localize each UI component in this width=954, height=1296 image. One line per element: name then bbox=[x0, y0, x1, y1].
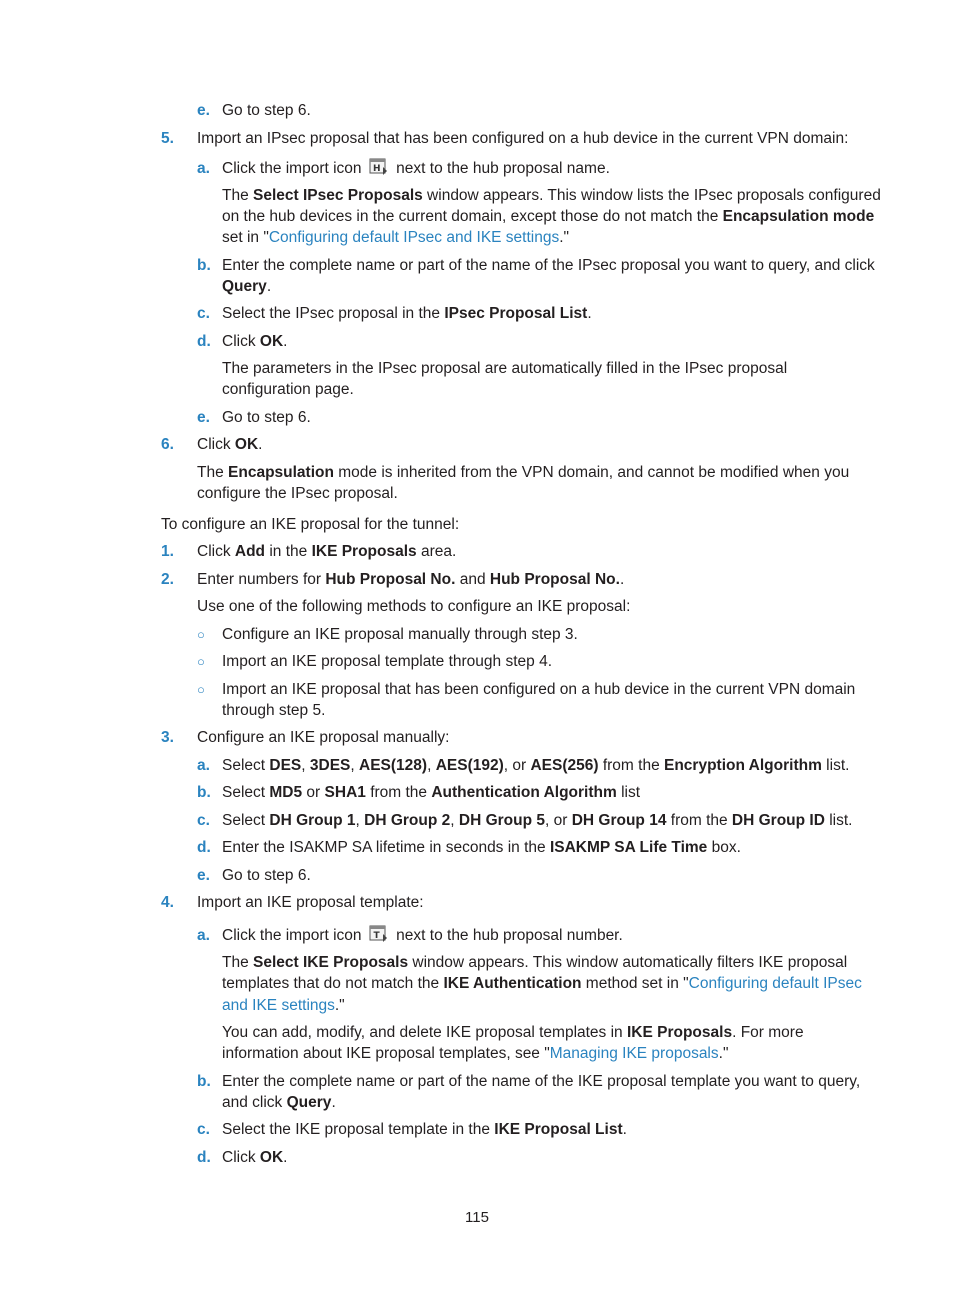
import-hub-icon bbox=[369, 158, 389, 176]
bullet-marker: ○ bbox=[197, 682, 205, 697]
step-text: Select DES, 3DES, AES(128), AES(192), or AES(256) from the Encryption Algorithm list. bbox=[222, 757, 850, 774]
step-text: Click OK. bbox=[222, 1149, 288, 1166]
link-managing-ike-proposals[interactable]: Managing IKE proposals bbox=[549, 1045, 719, 1062]
link-configuring-default-ipsec-ike[interactable]: Configuring default IPsec bbox=[688, 975, 862, 992]
bullet-text: through step 5. bbox=[222, 702, 326, 719]
step-text: Import an IKE proposal template: bbox=[197, 894, 424, 911]
step-text: Select the IPsec proposal in the IPsec Proposal List. bbox=[222, 305, 592, 322]
step-marker: b. bbox=[197, 1073, 211, 1090]
paragraph-line: Use one of the following methods to configure an IKE proposal: bbox=[197, 598, 631, 615]
step-marker: b. bbox=[197, 257, 211, 274]
step-marker: c. bbox=[197, 812, 210, 829]
step-text: Query. bbox=[222, 278, 272, 295]
bullet-marker: ○ bbox=[197, 654, 205, 669]
step-text: Enter the complete name or part of the name of the IKE proposal template you want to query, bbox=[222, 1073, 861, 1090]
step-text: Go to step 6. bbox=[222, 409, 311, 426]
step-text: Enter the complete name or part of the name of the IPsec proposal you want to query, and click bbox=[222, 257, 875, 274]
paragraph-line: configure the IPsec proposal. bbox=[197, 485, 398, 502]
import-template-icon bbox=[369, 925, 389, 943]
bullet-marker: ○ bbox=[197, 627, 205, 642]
step-text: Go to step 6. bbox=[222, 867, 311, 884]
step-text: Select DH Group 1, DH Group 2, DH Group 5, or DH Group 14 from the DH Group ID list. bbox=[222, 812, 853, 829]
step-marker: d. bbox=[197, 1149, 211, 1166]
link-configuring-default-ipsec-ike[interactable]: and IKE settings bbox=[222, 997, 335, 1014]
step-marker: d. bbox=[197, 839, 211, 856]
step-marker: c. bbox=[197, 1121, 210, 1138]
step-text: Click Add in the IKE Proposals area. bbox=[197, 543, 457, 560]
paragraph-line: on the hub devices in the current domain, except those do not match the Encapsulation mode bbox=[222, 208, 875, 225]
step-text: and click Query. bbox=[222, 1094, 336, 1111]
page-number: 115 bbox=[465, 1209, 489, 1226]
paragraph-line: and IKE settings." bbox=[222, 997, 345, 1014]
paragraph-line: You can add, modify, and delete IKE proposal templates in IKE Proposals. For more bbox=[222, 1024, 804, 1041]
step-marker: 6. bbox=[161, 436, 174, 453]
step-text: Go to step 6. bbox=[222, 102, 311, 119]
paragraph-line: The Encapsulation mode is inherited from the VPN domain, and cannot be modified when you bbox=[197, 464, 850, 481]
step-text: Click OK. bbox=[197, 436, 263, 453]
paragraph-line: information about IKE proposal templates, see "Managing IKE proposals." bbox=[222, 1045, 729, 1062]
paragraph-line: The Select IPsec Proposals window appears. This window lists the IPsec proposals configured bbox=[222, 187, 881, 204]
step-marker: a. bbox=[197, 160, 210, 177]
step-marker: 4. bbox=[161, 894, 174, 911]
step-marker: 5. bbox=[161, 130, 174, 147]
paragraph-line: set in "Configuring default IPsec and IKE settings." bbox=[222, 229, 570, 246]
step-text: Enter numbers for Hub Proposal No. and Hub Proposal No.. bbox=[197, 571, 625, 588]
step-text: Import an IPsec proposal that has been configured on a hub device in the current VPN domain: bbox=[197, 130, 849, 147]
step-marker: d. bbox=[197, 333, 211, 350]
step-text: Configure an IKE proposal manually: bbox=[197, 729, 450, 746]
link-configuring-default-ipsec-ike[interactable]: Configuring default IPsec and IKE settings bbox=[268, 229, 560, 246]
step-text: Select the IKE proposal template in the IKE Proposal List. bbox=[222, 1121, 627, 1138]
paragraph-line: The parameters in the IPsec proposal are automatically filled in the IPsec proposal bbox=[222, 360, 788, 377]
step-marker: e. bbox=[197, 102, 210, 119]
intro-paragraph: To configure an IKE proposal for the tunnel: bbox=[161, 516, 460, 533]
step-marker: e. bbox=[197, 867, 210, 884]
bullet-text: Configure an IKE proposal manually through step 3. bbox=[222, 626, 578, 643]
paragraph-line: templates that do not match the IKE Authentication method set in "Configuring default IPsec bbox=[222, 975, 862, 992]
step-text: Click the import icon H next to the hub proposal name. bbox=[222, 160, 610, 177]
paragraph-line: configuration page. bbox=[222, 381, 354, 398]
step-marker: b. bbox=[197, 784, 211, 801]
step-marker: 1. bbox=[161, 543, 174, 560]
svg-text:T: T bbox=[373, 931, 380, 941]
step-marker: 2. bbox=[161, 571, 174, 588]
step-text: Select MD5 or SHA1 from the Authentication Algorithm list bbox=[222, 784, 641, 801]
svg-text:H: H bbox=[372, 164, 381, 174]
step-text: Enter the ISAKMP SA lifetime in seconds in the ISAKMP SA Life Time box. bbox=[222, 839, 741, 856]
bullet-text: Import an IKE proposal template through step 4. bbox=[222, 653, 552, 670]
bullet-text: Import an IKE proposal that has been configured on a hub device in the current VPN domain bbox=[222, 681, 856, 698]
step-text: Click OK. bbox=[222, 333, 288, 350]
step-marker: e. bbox=[197, 409, 210, 426]
paragraph-line: The Select IKE Proposals window appears. This window automatically filters IKE proposal bbox=[222, 954, 848, 971]
step-text: Click the import icon T next to the hub proposal number. bbox=[222, 927, 623, 944]
step-marker: 3. bbox=[161, 729, 174, 746]
step-marker: a. bbox=[197, 927, 210, 944]
step-marker: c. bbox=[197, 305, 210, 322]
step-marker: a. bbox=[197, 757, 210, 774]
